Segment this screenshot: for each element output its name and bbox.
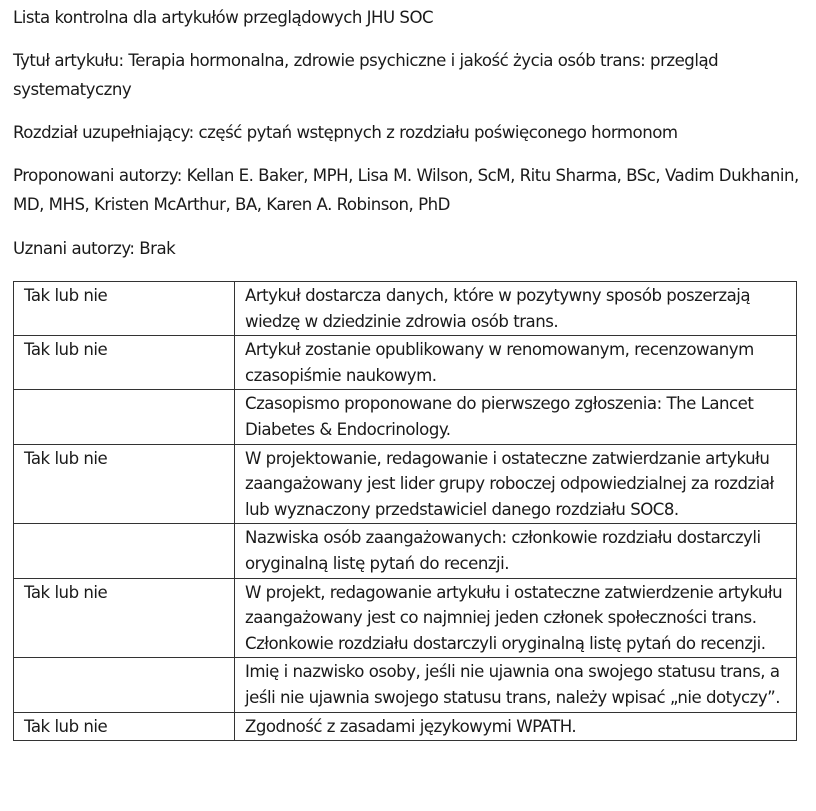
table-row [14, 444, 797, 524]
criterion-cell: Artykuł zostanie opublikowany w renomowanym, recenzowanym czasopiśmie naukowym. [235, 336, 797, 390]
table-row [14, 336, 797, 390]
answer-cell: Tak lub nie [14, 282, 235, 336]
document-title: Lista kontrolna dla artykułów przeglądowych JHU SOC [13, 8, 434, 27]
answer-cell [14, 524, 235, 578]
criterion-cell: Imię i nazwisko osoby, jeśli nie ujawnia ona swojego statusu trans, a jeśli nie ujawnia swojego statusu trans, należy wpisać „nie dotyczy”. [235, 658, 797, 712]
criterion-cell: Nazwiska osób zaangażowanych: członkowie rozdziału dostarczyli oryginalną listę pytań do recenzji. [235, 524, 797, 578]
checklist-table [13, 281, 797, 741]
answer-cell: Tak lub nie [14, 578, 235, 658]
answer-cell: Tak lub nie [14, 444, 235, 524]
answer-cell: Tak lub nie [14, 712, 235, 741]
answer-cell [14, 390, 235, 444]
criterion-cell: Czasopismo proponowane do pierwszego zgłoszenia: The Lancet Diabetes & Endocrinology. [235, 390, 797, 444]
criterion-cell: Zgodność z zasadami językowymi WPATH. [235, 712, 797, 741]
criterion-cell: W projekt, redagowanie artykułu i ostateczne zatwierdzenie artykułu zaangażowany jest co najmniej jeden członek społeczności trans. Członkowie rozdziału dostarczyli oryginalną listę pytań do recenzji. [235, 578, 797, 658]
criterion-cell: Artykuł dostarcza danych, które w pozytywny sposób poszerzają wiedzę w dziedzinie zdrowia osób trans. [235, 282, 797, 336]
table-row [14, 578, 797, 658]
proposed-authors: Proponowani autorzy: Kellan E. Baker, MPH, Lisa M. Wilson, ScM, Ritu Sharma, BSc, Vadim Dukhanin, MD, MHS, Kristen McArthur, BA, Karen A. Robinson, PhD [13, 166, 799, 214]
table-row [14, 390, 797, 444]
answer-cell [14, 658, 235, 712]
table-row [14, 658, 797, 712]
criterion-cell: W projektowanie, redagowanie i ostateczne zatwierdzanie artykułu zaangażowany jest lider grupy roboczej odpowiedzialnej za rozdział lub wyznaczony przedstawiciel danego rozdziału SOC8. [235, 444, 797, 524]
article-title: Tytuł artykułu: Terapia hormonalna, zdrowie psychiczne i jakość życia osób trans: przegląd systematyczny [13, 51, 719, 99]
table-row [14, 282, 797, 336]
answer-cell: Tak lub nie [14, 336, 235, 390]
acknowledged-authors: Uznani autorzy: Brak [13, 239, 176, 258]
table-row [14, 712, 797, 741]
table-row [14, 524, 797, 578]
supplementary-section: Rozdział uzupełniający: część pytań wstępnych z rozdziału poświęconego hormonom [13, 123, 678, 142]
